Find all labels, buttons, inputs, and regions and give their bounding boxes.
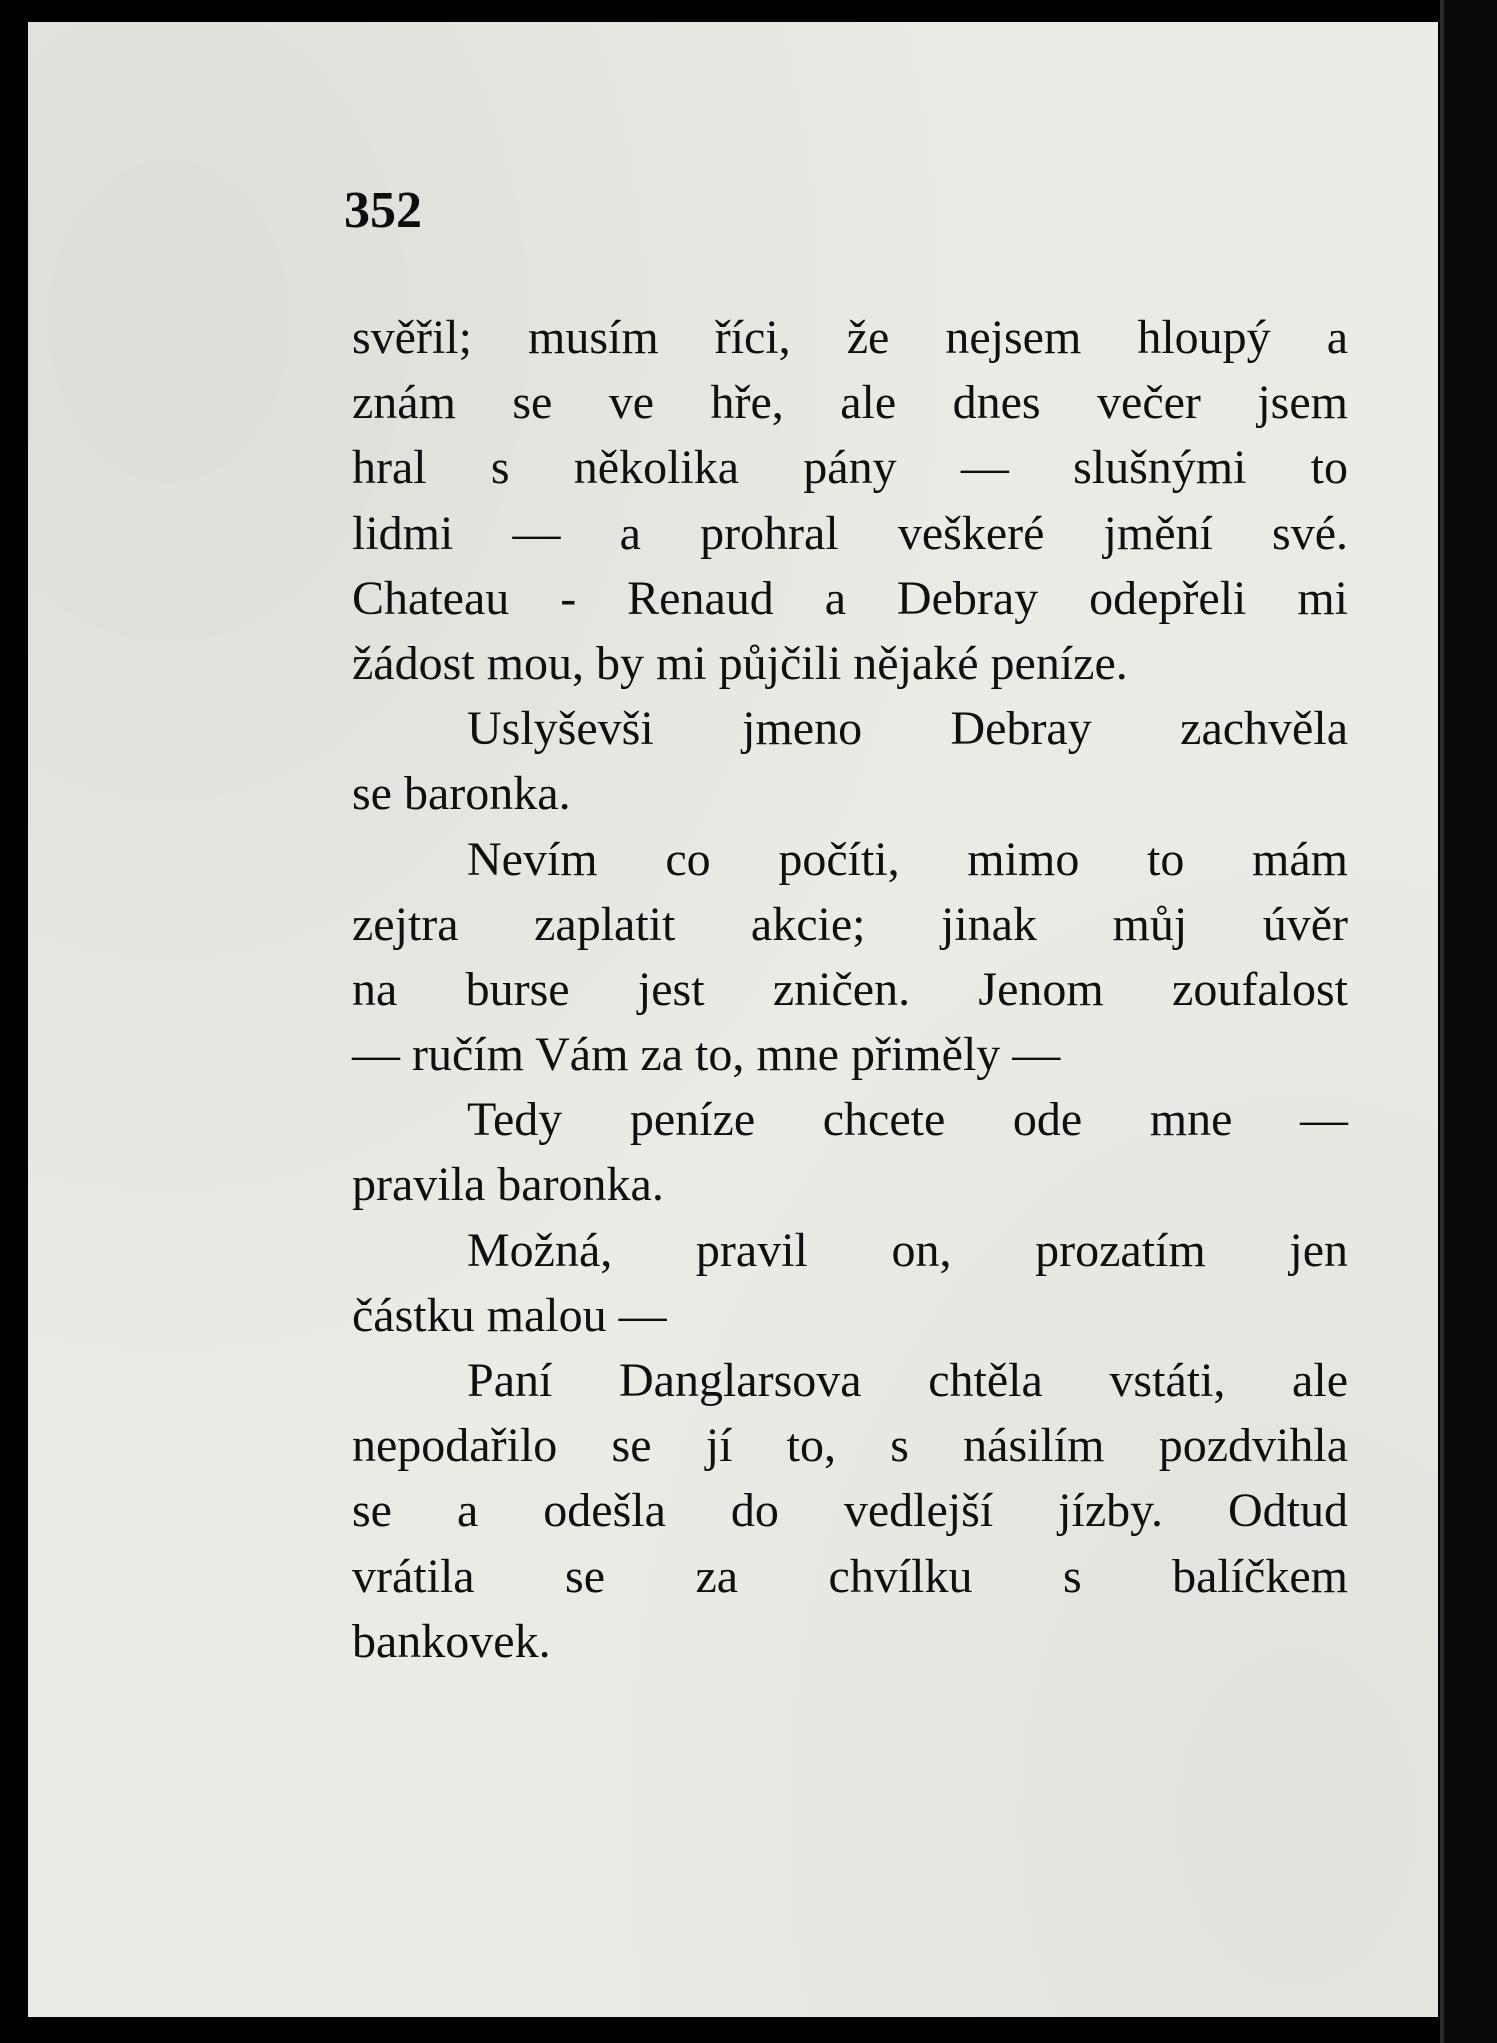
text-line: Možná, pravil on, prozatím jen xyxy=(467,1223,1348,1277)
text-line: Chateau - Renaud a Debray odepřeli mi xyxy=(352,571,1348,625)
text-line: nepodařilo se jí to, s násilím pozdvihla xyxy=(352,1419,1348,1473)
text-line: hral s několika pány — slušnými to xyxy=(352,441,1348,495)
text-line: svěřil; musím říci, že nejsem hloupý a xyxy=(352,311,1348,364)
text-line: — ručím Vám za to, mne přiměly — xyxy=(352,1028,1061,1082)
text-line: bankovek. xyxy=(352,1614,551,1668)
text-line: Tedy peníze chcete ode mne — xyxy=(467,1093,1348,1147)
text-line: se a odešla do vedlejší jízby. Odtud xyxy=(352,1484,1348,1538)
text-line: Uslyševši jmeno Debray zachvěla xyxy=(467,702,1348,756)
text-line: Paní Danglarsova chtěla vstáti, ale xyxy=(467,1354,1348,1407)
text-line: žádost mou, by mi půjčili nějaké peníze. xyxy=(352,636,1128,690)
text-line: vrátila se za chvílku s balíčkem xyxy=(352,1549,1348,1603)
book-spine-edge xyxy=(1440,0,1497,2043)
text-line: na burse jest zničen. Jenom zoufalost xyxy=(352,962,1348,1016)
body-text xyxy=(352,305,1348,1674)
text-line: se baronka. xyxy=(352,767,571,821)
text-line: pravila baronka. xyxy=(352,1158,664,1212)
text-line: znám se ve hře, ale dnes večer jsem xyxy=(352,376,1348,430)
text-line: Nevím co počíti, mimo to mám xyxy=(467,832,1348,886)
text-line: lidmi — a prohral veškeré jmění své. xyxy=(352,506,1348,560)
text-line: zejtra zaplatit akcie; jinak můj úvěr xyxy=(352,897,1348,951)
text-line: částku malou — xyxy=(352,1288,667,1342)
page-number: 352 xyxy=(344,182,422,239)
